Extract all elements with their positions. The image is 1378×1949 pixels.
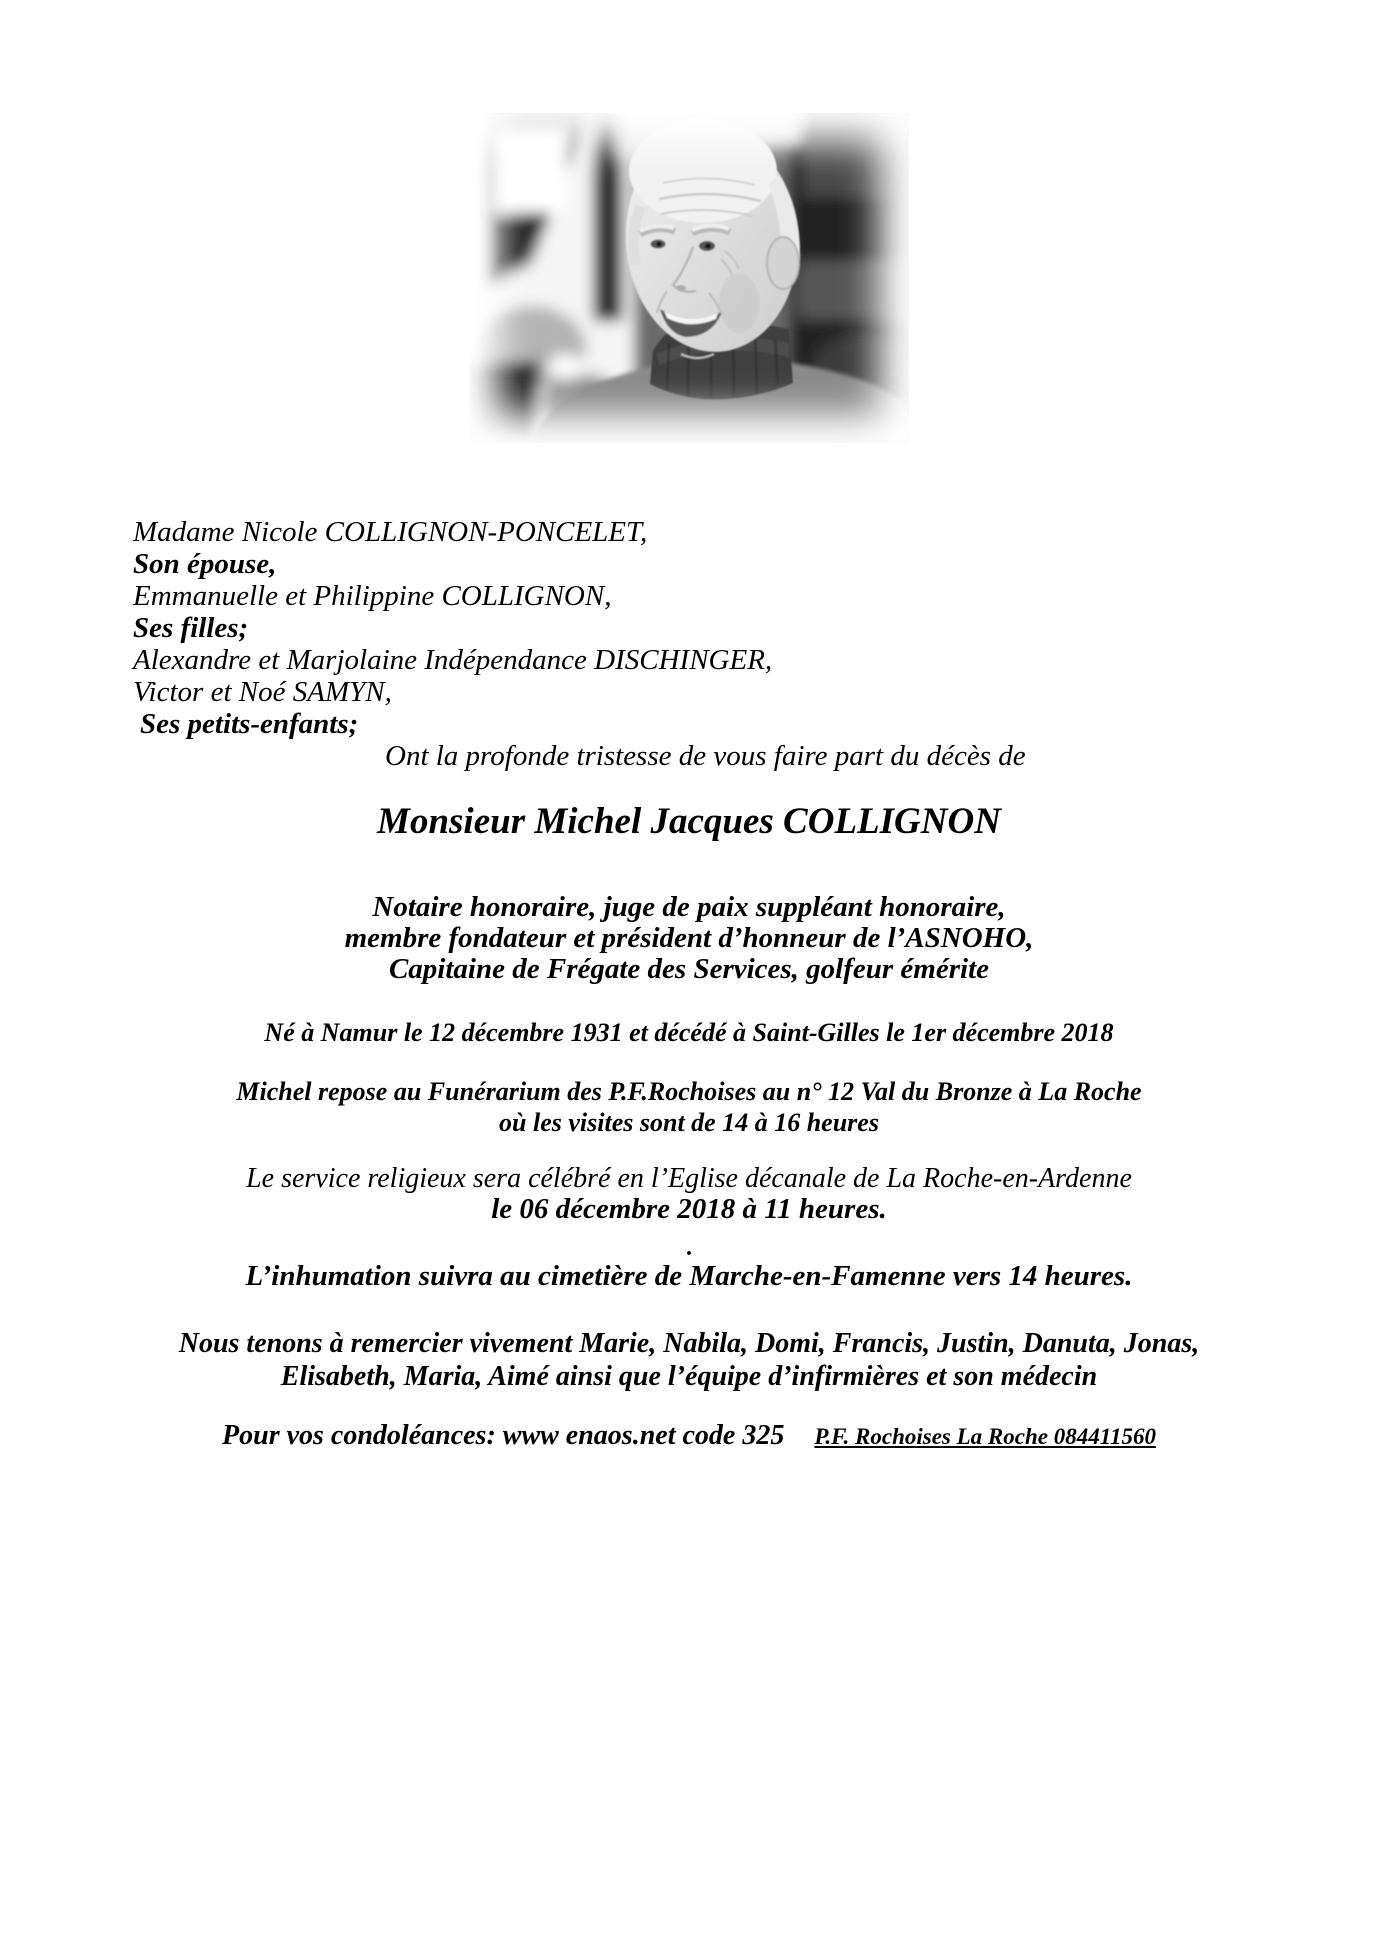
honor-line: membre fondateur et président d’honneur de l’ASNOHO, [344,922,1034,954]
family-line: Emmanuelle et Philippine COLLIGNON, [133,580,612,612]
honor-line: Capitaine de Frégate des Services, golfeur émérite [388,953,990,985]
family-line: Alexandre et Marjolaine Indépendance DISCHINGER, [133,644,773,676]
portrait-photo-image [469,113,909,443]
repose-line: Michel repose au Funérarium des P.F.Rochoises au n° 12 Val du Bronze à La Roche [236,1077,1142,1106]
thanks-block [0,1327,1378,1393]
life-dates: Né à Namur le 12 décembre 1931 et décédé à Saint-Gilles le 1er décembre 2018 [264,1018,1114,1047]
family-line: Son épouse, [133,548,277,580]
honor-line: Notaire honoraire, juge de paix suppléant honoraire, [372,891,1006,923]
portrait-photo [469,113,909,443]
family-block [133,516,772,740]
separator-dot: . [686,1235,692,1261]
condolences-row [0,1420,1378,1453]
repose-block [0,1076,1378,1138]
announcement-line: Ont la profonde tristesse de vous faire part du décès de [385,740,1026,772]
family-line: Madame Nicole COLLIGNON-PONCELET, [133,516,648,548]
condolences-line: Pour vos condoléances: www enaos.net code 325 [222,1420,785,1451]
deceased-name: Monsieur Michel Jacques COLLIGNON [377,801,1001,842]
family-line: Ses petits-enfants; [140,708,359,740]
repose-line: où les visites sont de 14 à 16 heures [499,1108,879,1137]
service-date-line: le 06 décembre 2018 à 11 heures. [491,1193,887,1225]
honors-block [0,892,1378,985]
family-line: Victor et Noé SAMYN, [133,676,392,708]
burial-line: L’inhumation suivra au cimetière de Marche-en-Famenne vers 14 heures. [245,1260,1133,1292]
thanks-line: Nous tenons à remercier vivement Marie, Nabila, Domi, Francis, Justin, Danuta, Jonas, [178,1328,1200,1359]
service-line: Le service religieux sera célébré en l’Eglise décanale de La Roche-en-Ardenne [246,1163,1132,1194]
family-line: Ses filles; [133,612,249,644]
thanks-line: Elisabeth, Maria, Aimé ainsi que l’équipe d’infirmières et son médecin [280,1361,1098,1392]
funeral-home-reference: P.F. Rochoises La Roche 084411560 [814,1424,1156,1449]
